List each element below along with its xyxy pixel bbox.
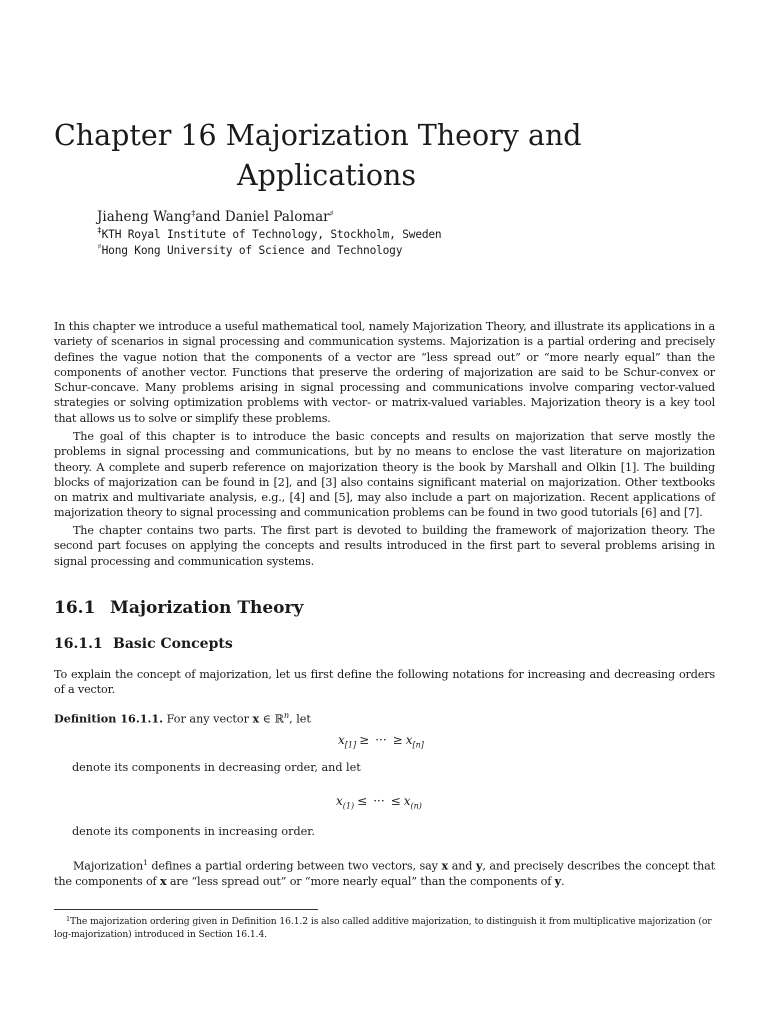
definition-16-1-1: Definition 16.1.1. For any vector x ∈ ℝ$^n$, let bbox=[54, 711, 311, 726]
author-1: Jiaheng Wang bbox=[97, 209, 192, 225]
intro-paragraph-3: The chapter contains two parts. The first part is devoted to building the framework of majorization theory. The second part focuses on applying the concepts and results introduced in the first part to several problems arising in signal processing and communication systems. bbox=[54, 524, 715, 568]
majorization-paragraph: Majorization$^1$ defines a partial ordering between two vectors, say x and y, and precisely describes the concept that the components of x are “less spread out” or “more nearly equal” than the components of y. bbox=[54, 858, 715, 889]
decreasing-order-formula: $x_{[1]}$ ≥ ··· ≥ $x_{[n]}$ bbox=[338, 733, 424, 750]
intro-paragraph-1: In this chapter we introduce a useful mathematical tool, namely Majorization Theory, and illustrate its applications in a variety of scenarios in signal processing and communication systems. Majorization is a partial ordering and precisely defines the vague notion that the components of a vector are “less spread out” or “more nearly equal” than the components of another vector. Functions that preserve the ordering of majorization are said to be Schur-convex or Schur-concave. Many problems arising in signal processing and communications involve comparing vector-valued strategies or solving optimization problems with vector- or matrix-valued variables. Majorization theory is a key tool that allows us to solve or simplify these problems. bbox=[54, 320, 715, 425]
author-2: Daniel Palomar bbox=[224, 209, 330, 225]
affiliation-1: ‡KTH Royal Institute of Technology, Stockholm, Sweden bbox=[97, 226, 442, 241]
increasing-order-formula: $x_{(1)}$ ≤ ··· ≤ $x_{(n)}$ bbox=[336, 794, 422, 811]
chapter-title-line-1: Chapter 16 Majorization Theory and bbox=[54, 119, 582, 152]
chapter-title-line-2: Applications bbox=[237, 159, 416, 192]
increasing-caption: denote its components in increasing order. bbox=[72, 825, 315, 838]
subsection-heading: 16.1.1 Basic Concepts bbox=[54, 636, 233, 652]
affiliation-2: ♯Hong Kong University of Science and Technology bbox=[97, 242, 403, 257]
section-heading: 16.1 Majorization Theory bbox=[54, 598, 304, 618]
explain-paragraph: To explain the concept of majorization, let us first define the following notations for increasing and decreasing orders of a vector. bbox=[54, 668, 715, 697]
definition-label: Definition 16.1.1. bbox=[54, 711, 164, 726]
authors: Jiaheng Wang‡and Daniel Palomar♯ bbox=[97, 209, 334, 225]
chapter-title bbox=[54, 116, 654, 196]
footnote: $^1$The majorization ordering given in Definition 16.1.2 is also called additive majorization, to distinguish it from multiplicative majorization (or log-majorization) introduced in Section 16.1.4. bbox=[54, 915, 712, 940]
intro-paragraph-2: The goal of this chapter is to introduce the basic concepts and results on majorization that serve mostly the problems in signal processing and communications, but by no means to enclose the vast literature on majorization theory. A complete and superb reference on majorization theory is the book by Marshall and Olkin [1]. The building blocks of majorization can be found in [2], and [3] also contains significant material on majorization. Other textbooks on matrix and multivariate analysis, e.g., [4] and [5], may also include a part on majorization. Recent applications of majorization theory to signal processing and communication problems can be found in two good tutorials [6] and [7]. bbox=[54, 430, 715, 520]
footnote-rule bbox=[54, 909, 318, 910]
decreasing-caption: denote its components in decreasing order, and let bbox=[72, 761, 361, 774]
